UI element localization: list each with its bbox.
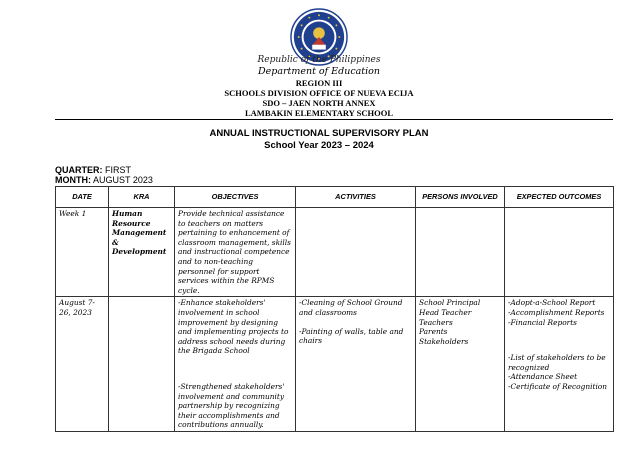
person-item: Teachers (419, 317, 453, 327)
column-header-activities: ACTIVITIES (296, 187, 416, 208)
table-header-row (56, 187, 614, 208)
month-label: MONTH: (55, 175, 91, 185)
school-line: LAMBAKIN ELEMENTARY SCHOOL (245, 108, 393, 118)
spacer (508, 327, 610, 353)
kra-cell: Human Resource Management & Development (109, 208, 175, 297)
person-item: Parents (419, 327, 448, 337)
activity-item: -Cleaning of School Ground and classrooms (299, 298, 403, 317)
plan-title: ANNUAL INSTRUCTIONAL SUPERVISORY PLAN (209, 128, 429, 139)
header-divider (55, 119, 613, 120)
outcome-item: -Accomplishment Reports (508, 307, 605, 317)
division-line: SCHOOLS DIVISION OFFICE OF NUEVA ECIJA (224, 88, 414, 98)
column-header-kra: KRA (109, 187, 175, 208)
column-header-persons: PERSONS INVOLVED (416, 187, 505, 208)
objectives-cell: Provide technical assistance to teachers on matters pertaining to enhancement of classroom management, skills and instructional competence and to non-teaching personnel for support services within the RPMS cycle. (175, 208, 296, 297)
person-item: School Principal (419, 298, 481, 308)
school-year: School Year 2023 – 2024 (264, 140, 374, 151)
month-value: AUGUST 2023 (93, 175, 153, 185)
objective-item: -Enhance stakeholders' involvement in school improvement by designing and implementing projects to address school needs during the Brigada School (178, 298, 289, 356)
objective-item: -Strengthened stakeholders' involvement and community partnership by recognizing their accomplishments and contributions annually. (178, 381, 285, 430)
spacer (178, 356, 292, 382)
outcomes-cell (505, 297, 614, 432)
outcome-item: -Certificate of Recognition (508, 381, 608, 391)
outcome-item: -Financial Reports (508, 317, 577, 327)
table-row (56, 208, 614, 297)
month-line (55, 175, 153, 185)
persons-cell (416, 297, 505, 432)
date-cell: Week 1 (56, 208, 109, 297)
activities-cell (296, 208, 416, 297)
activity-item: -Painting of walls, table and chairs (299, 326, 404, 346)
outcome-item: -List of stakeholders to be recognized (508, 353, 606, 372)
republic-line: Republic of the Philippines (257, 55, 381, 65)
sdo-line: SDO – JAEN NORTH ANNEX (262, 98, 376, 108)
quarter-value: FIRST (105, 165, 132, 175)
quarter-line (55, 165, 131, 175)
outcomes-cell (505, 208, 614, 297)
persons-cell (416, 208, 505, 297)
outcome-item: -Adopt-a-School Report (508, 298, 596, 308)
objectives-cell (175, 297, 296, 432)
region-line: REGION III (295, 78, 343, 88)
quarter-label: QUARTER: (55, 165, 103, 175)
department-line: Department of Education (258, 66, 380, 77)
person-item: Head Teacher (419, 307, 472, 317)
column-header-objectives: OBJECTIVES (175, 187, 296, 208)
column-header-outcomes: EXPECTED OUTCOMES (505, 187, 614, 208)
kra-cell (109, 297, 175, 432)
supervisory-plan-table (55, 186, 614, 432)
person-item: Stakeholders (419, 336, 469, 346)
spacer (299, 318, 412, 327)
column-header-date: DATE (56, 187, 109, 208)
activities-cell (296, 297, 416, 432)
table-row (56, 297, 614, 432)
outcome-item: -Attendance Sheet (508, 372, 578, 382)
date-cell: August 7-26, 2023 (56, 297, 109, 432)
